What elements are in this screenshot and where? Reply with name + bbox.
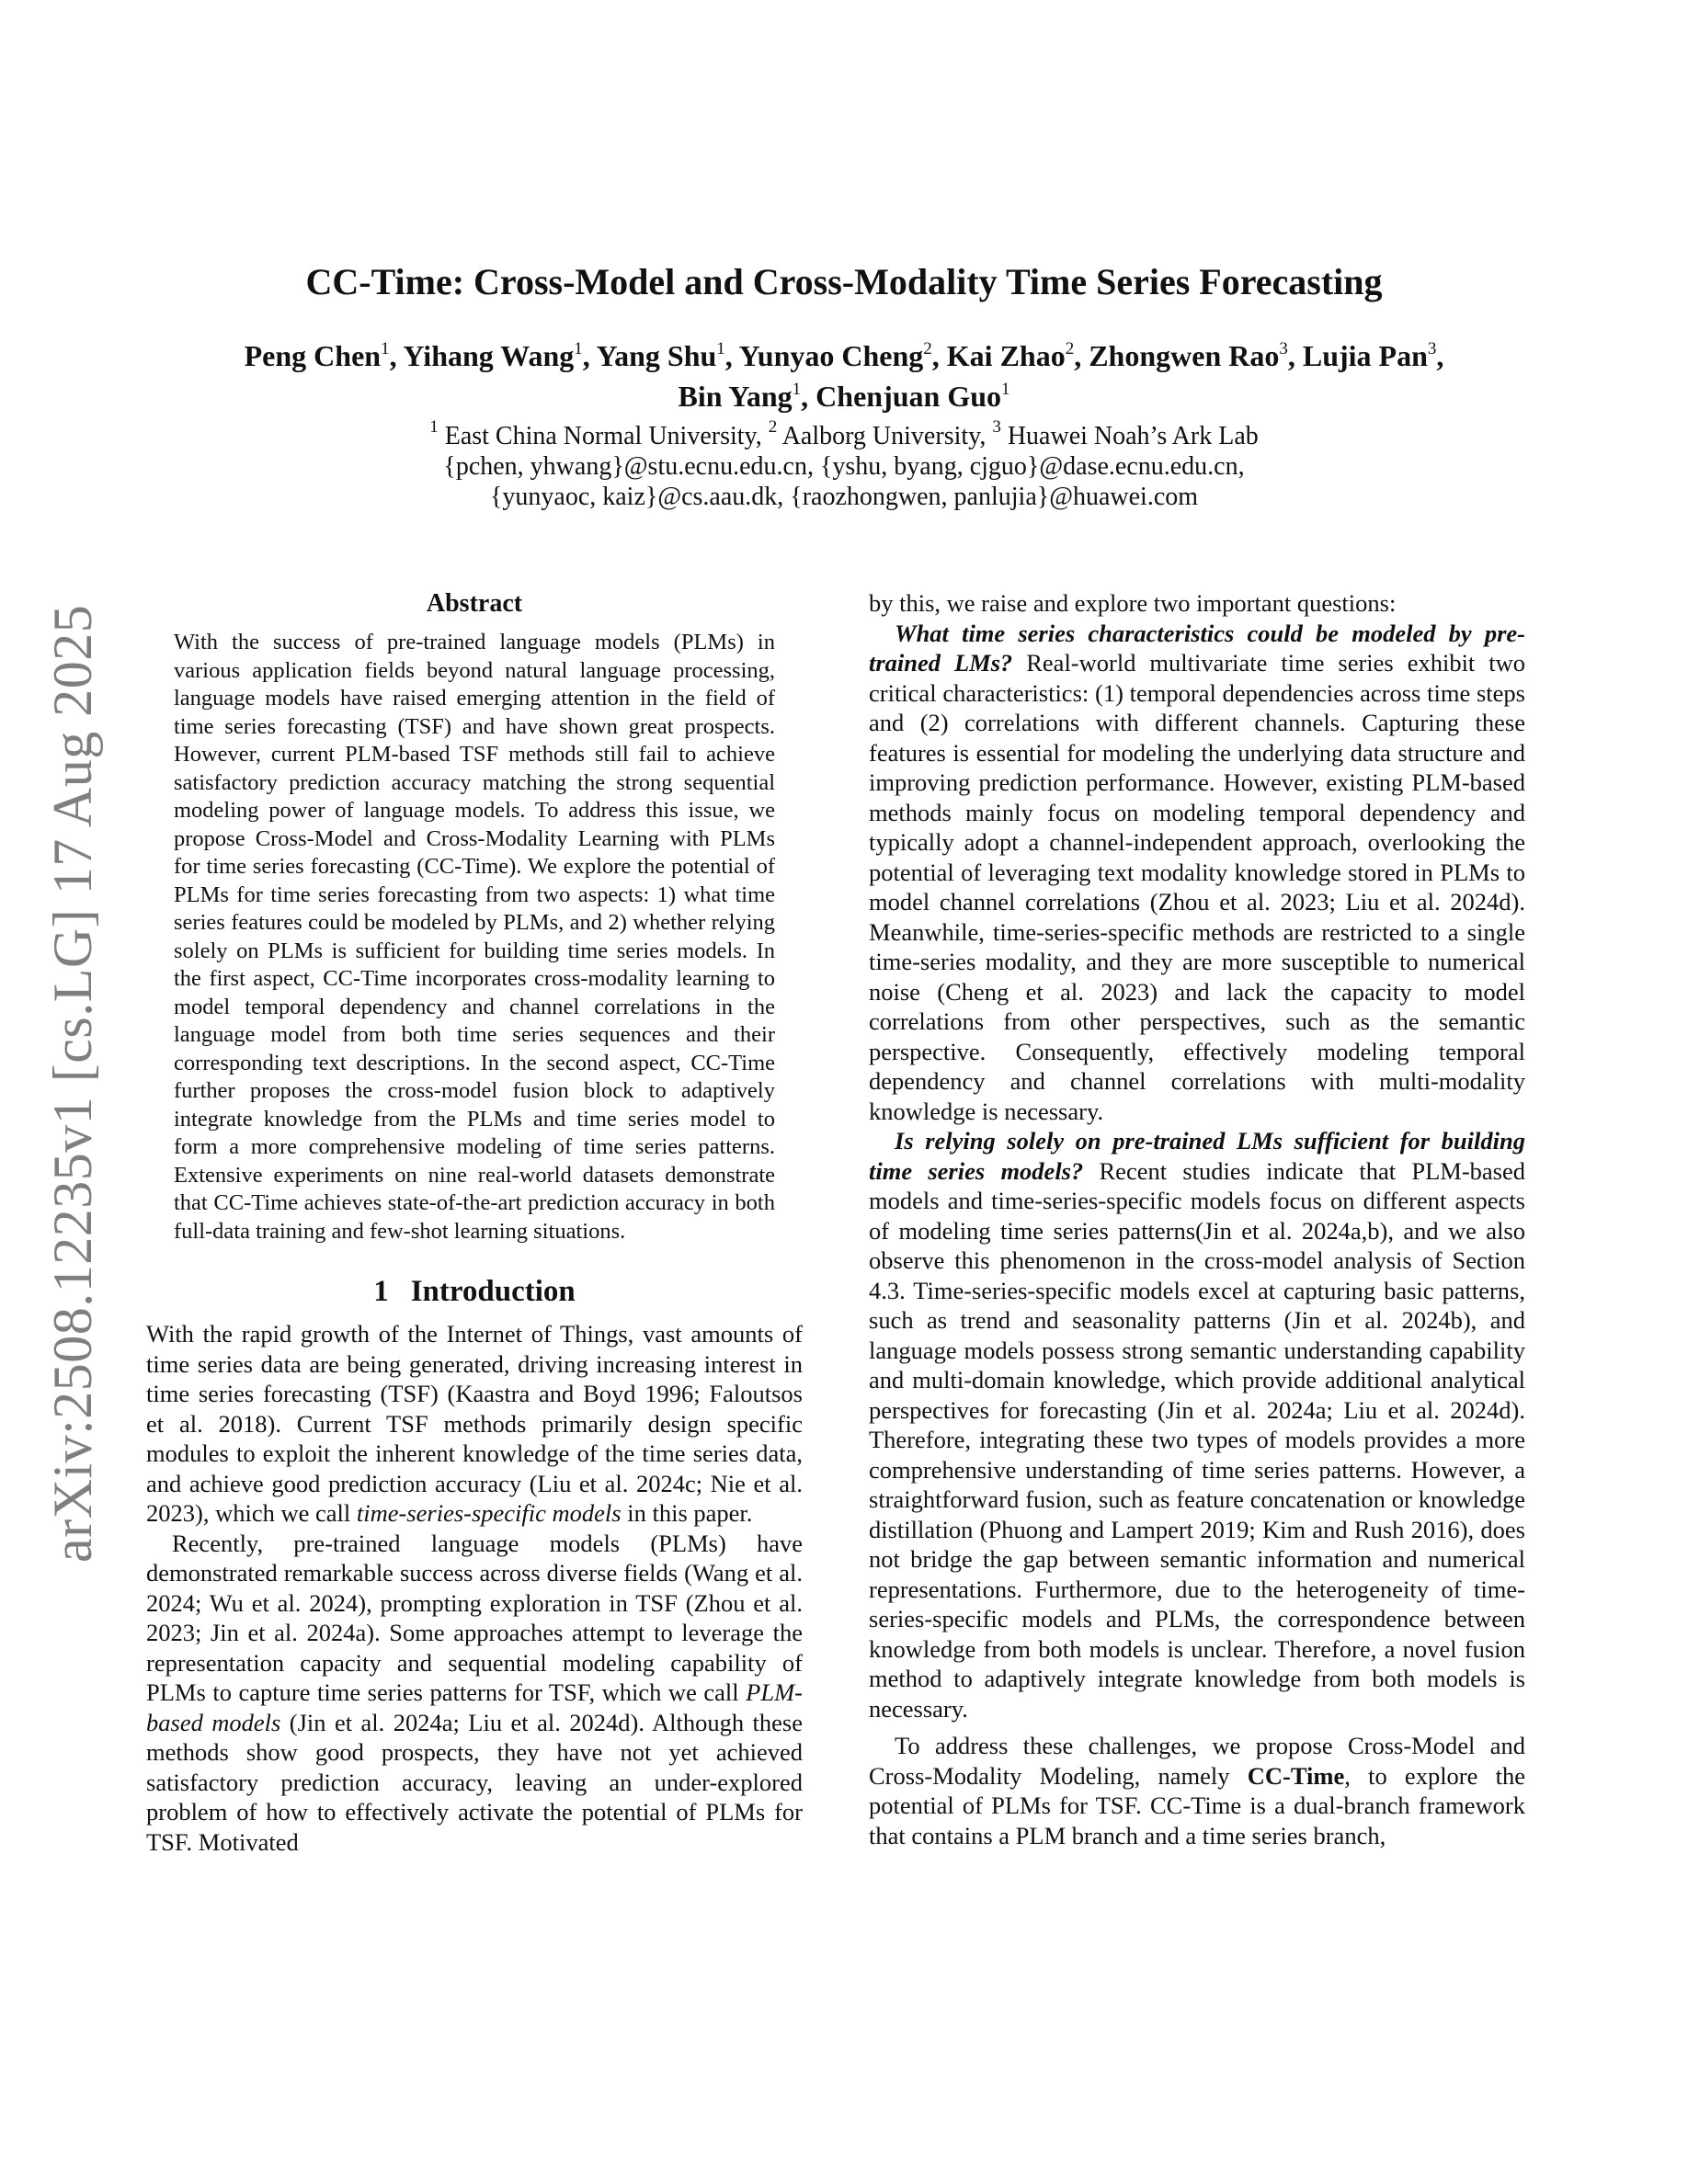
section-number: 1 — [373, 1275, 389, 1308]
institution: Huawei Noah’s Ark Lab — [1000, 422, 1259, 450]
paper-title: CC-Time: Cross-Model and Cross-Modality Time Series Forecasting — [305, 261, 1383, 302]
author: Chenjuan Guo — [815, 380, 1002, 413]
affiliations — [147, 417, 1541, 512]
institution-line: $^1$ East China Normal University, $^2$ Aalborg University, $^3$ Huawei Noah’s Ark Lab — [429, 417, 1259, 450]
paragraph: Recently, pre-trained language models (PLMs) have demonstrated remarkable success across diverse fields (Wang et al. 2024; Wu et al. 2024), prompting exploration in TSF (Zhou et al. 2023; Jin et al. 2024a). Some approaches attempt to leverage the representation capacity and sequential modeling capability of PLMs to capture time series patterns for TSF, which we call PLM-based models (Jin et al. 2024a; Liu et al. 2024d). Although these methods show good prospects, they have not yet achieved satisfactory prediction accuracy, leaving an under-explored problem of how to effectively activate the potential of PLMs for TSF. Motivated — [146, 1529, 803, 1856]
arxiv-side-stamp: arXiv:2508.12235v1 [cs.LG] 17 Aug 2025 — [42, 604, 103, 1563]
author-line-2: Bin Yang$^1$, Chenjuan Guo$^1$ — [678, 380, 1010, 413]
author: Yihang Wang — [403, 339, 575, 372]
author: Peng Chen — [244, 339, 382, 372]
section-heading — [146, 1273, 803, 1310]
email-line: {yunyaoc, kaiz}@cs.aau.dk, {raozhongwen, panlujia}@huawei.com — [489, 483, 1199, 511]
author-affiliation-mark: 1 — [792, 380, 802, 399]
abstract-heading: Abstract — [426, 589, 523, 618]
author: Lujia Pan — [1302, 339, 1428, 372]
section-title: Introduction — [410, 1275, 576, 1308]
right-column — [869, 588, 1525, 1850]
author: Zhongwen Rao — [1089, 339, 1280, 372]
author-affiliation-mark: 1 — [381, 339, 390, 358]
paragraph: To address these challenges, we propose Cross-Model and Cross-Modality Modeling, namely CC-Time, to explore the potential of PLMs for TSF. CC-Time is a dual-branch framework that contains a PLM branch and a time series branch, — [869, 1732, 1525, 1849]
author-affiliation-mark: 3 — [1279, 339, 1288, 358]
author-affiliation-mark: 1 — [574, 339, 583, 358]
author: Bin Yang — [678, 380, 793, 413]
author: Kai Zhao — [946, 339, 1066, 372]
paragraph: by this, we raise and explore two important questions: — [869, 589, 1397, 617]
research-question: Is relying solely on pre-trained LMs sufficient for building time series models? — [869, 1127, 1525, 1185]
author-line-1: Peng Chen$^1$, Yihang Wang$^1$, Yang Shu$^1$, Yunyao Cheng$^2$, Kai Zhao$^2$, Zhongwen Rao$^3$, Lujia Pan$^3$, — [244, 339, 1444, 372]
paragraph: What time series characteristics could be modeled by pre-trained LMs? Real-world multivariate time series exhibit two critical characteristics: (1) temporal dependencies across time steps and (2) correlations with different channels. Capturing these features is essential for modeling the underlying data structure and improving prediction performance. However, existing PLM-based methods mainly focus on modeling temporal dependency and typically adopt a channel-independent approach, overlooking the potential of leveraging text modality knowledge stored in PLMs to model channel correlations (Zhou et al. 2023; Liu et al. 2024d). Meanwhile, time-series-specific methods are restricted to a single time-series modality, and they are more susceptible to numerical noise (Cheng et al. 2023) and lack the capacity to model correlations from other perspectives, such as the semantic perspective. Consequently, effectively modeling temporal dependency and channel correlations with multi-modality knowledge is necessary. — [869, 619, 1525, 1125]
author-affiliation-mark: 2 — [923, 339, 932, 358]
email-line: {pchen, yhwang}@stu.ecnu.edu.cn, {yshu, byang, cjguo}@dase.ecnu.edu.cn, — [443, 452, 1245, 481]
author: Yunyao Cheng — [738, 339, 924, 372]
institution: East China Normal University, — [438, 422, 769, 450]
author-affiliation-mark: 3 — [1427, 339, 1437, 358]
abstract-text: With the success of pre-trained language models (PLMs) in various application fields beyond natural language processing, language models have raised emerging attention in the field of time series forecasting (TSF) and have shown great prospects. However, current PLM-based TSF methods still fail to achieve satisfactory prediction accuracy matching the strong sequential modeling power of language models. To address this issue, we propose Cross-Model and Cross-Modality Learning with PLMs for time series forecasting (CC-Time). We explore the potential of PLMs for time series forecasting from two aspects: 1) what time series features could be modeled by PLMs, and 2) whether relying solely on PLMs is sufficient for building time series models. In the first aspect, CC-Time incorporates cross-modality learning to model temporal dependency and channel correlations in the language model from both time series sequences and their corresponding text descriptions. In the second aspect, CC-Time further proposes the cross-model fusion block to adaptively integrate knowledge from the PLMs and time series model to form a more comprehensive modeling of time series patterns. Extensive experiments on nine real-world datasets demonstrate that CC-Time achieves state-of-the-art prediction accuracy in both full-data training and few-shot learning situations. — [174, 630, 775, 1244]
paragraph: With the rapid growth of the Internet of Things, vast amounts of time series data are being generated, driving increasing interest in time series forecasting (TSF) (Kaastra and Boyd 1996; Faloutsos et al. 2018). Current TSF methods primarily design specific modules to exploit the inherent knowledge of the time series data, and achieve good prediction accuracy (Liu et al. 2024c; Nie et al. 2023), which we call time-series-specific models in this paper. — [146, 1320, 803, 1527]
author-affiliation-mark: 1 — [1001, 380, 1010, 399]
research-question: What time series characteristics could be modeled by pre-trained LMs? — [869, 619, 1525, 677]
author-list — [147, 336, 1541, 416]
author-affiliation-mark: 1 — [716, 339, 725, 358]
author: Yang Shu — [596, 339, 717, 372]
institution: Aalborg University, — [777, 422, 993, 450]
author-affiliation-mark: 2 — [1065, 339, 1075, 358]
paragraph: Is relying solely on pre-trained LMs sufficient for building time series models? Recent studies indicate that PLM-based models and time-series-specific models focus on different aspects of modeling time series patterns(Jin et al. 2024a,b), and we also observe this phenomenon in the cross-model analysis of Section 4.3. Time-series-specific models excel at capturing basic patterns, such as trend and seasonality patterns (Jin et al. 2024b), and language models possess strong semantic understanding capability and multi-domain knowledge, which provide additional analytical perspectives for forecasting (Jin et al. 2024a; Liu et al. 2024d). Therefore, integrating these two types of models provides a more comprehensive understanding of time series patterns. However, a straightforward fusion, such as feature concatenation or knowledge distillation (Phuong and Lampert 2019; Kim and Rush 2016), does not bridge the gap between semantic information and numerical representations. Furthermore, due to the heterogeneity of time-series-specific models and PLMs, the correspondence between knowledge from both models is unclear. Therefore, a novel fusion method to adaptively integrate knowledge from both models is necessary. — [869, 1127, 1525, 1723]
left-column — [146, 588, 803, 1857]
